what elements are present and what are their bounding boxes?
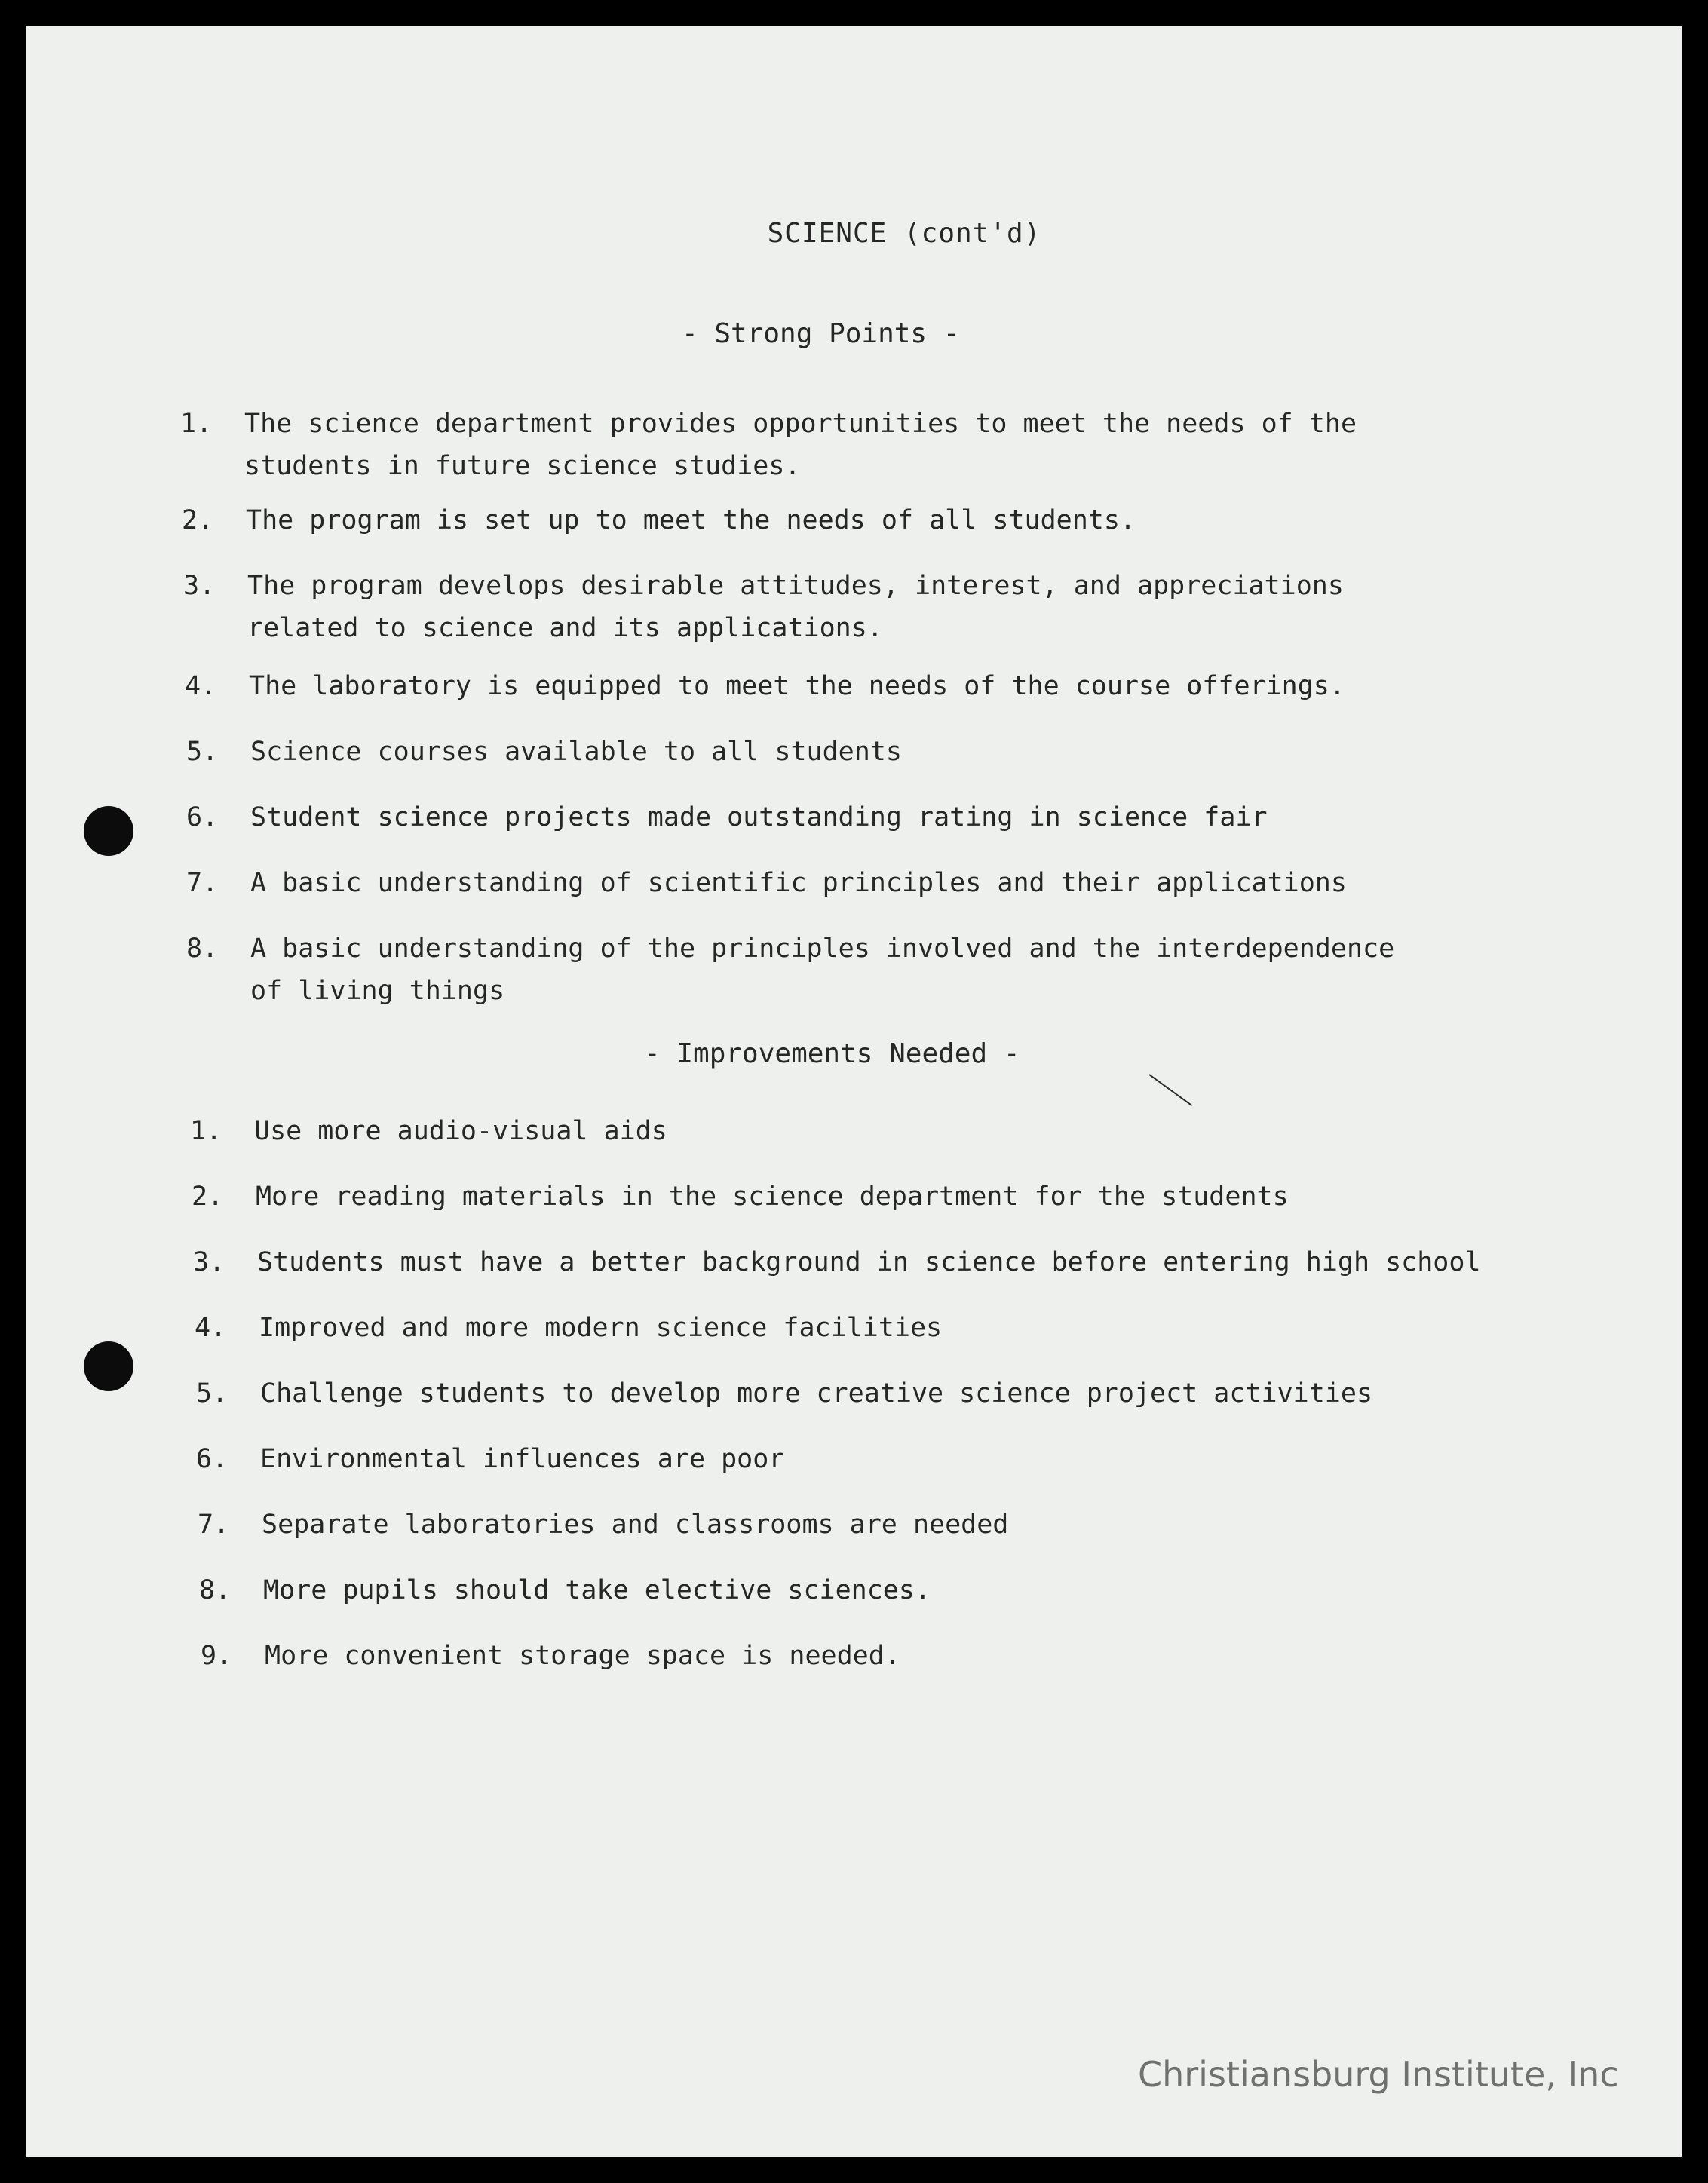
item-line: Challenge students to develop more creative science project activities bbox=[260, 1378, 1373, 1409]
item-line: Improved and more modern science facilities bbox=[259, 1313, 943, 1343]
item-text bbox=[247, 565, 1344, 649]
item-text bbox=[262, 1504, 1008, 1546]
item-number: 8. bbox=[199, 1575, 232, 1605]
item-text bbox=[259, 1307, 942, 1349]
item-line: students in future science studies. bbox=[244, 451, 801, 481]
punch-hole-bottom bbox=[84, 1341, 133, 1391]
item-number: 4. bbox=[185, 671, 217, 701]
item-text bbox=[257, 1241, 1481, 1283]
item-line: The program develops desirable attitudes, interest, and appreciations bbox=[247, 571, 1344, 601]
item-number: 5. bbox=[196, 1378, 228, 1409]
item-text bbox=[254, 1110, 667, 1152]
item-line: More pupils should take elective sciences. bbox=[263, 1575, 931, 1605]
item-number: 1. bbox=[190, 1116, 222, 1146]
item-number: 6. bbox=[196, 1444, 228, 1474]
item-line: Environmental influences are poor bbox=[260, 1444, 785, 1474]
item-line: The laboratory is equipped to meet the needs of the course offerings. bbox=[249, 671, 1345, 701]
item-line: Science courses available to all students bbox=[250, 737, 902, 767]
item-line: A basic understanding of scientific principles and their applications bbox=[250, 868, 1347, 898]
item-number: 1. bbox=[180, 409, 213, 439]
item-text bbox=[250, 731, 902, 773]
item-line: related to science and its applications. bbox=[247, 613, 883, 643]
item-text bbox=[265, 1635, 900, 1677]
item-number: 3. bbox=[193, 1247, 225, 1277]
item-number: 7. bbox=[186, 868, 219, 898]
item-number: 6. bbox=[186, 802, 219, 832]
item-number: 4. bbox=[195, 1313, 227, 1343]
item-line: of living things bbox=[250, 976, 505, 1006]
page-title: SCIENCE (cont'd) bbox=[767, 218, 1041, 249]
item-text bbox=[250, 862, 1347, 904]
item-line: Use more audio-visual aids bbox=[254, 1116, 667, 1146]
item-number: 9. bbox=[201, 1641, 233, 1671]
item-line: Student science projects made outstanding rating in science fair bbox=[250, 802, 1268, 832]
item-text bbox=[260, 1438, 784, 1480]
item-number: 8. bbox=[186, 934, 219, 964]
item-text bbox=[256, 1176, 1289, 1218]
item-line: The science department provides opportunities to meet the needs of the bbox=[244, 409, 1357, 439]
item-line: More reading materials in the science department for the students bbox=[256, 1182, 1289, 1212]
item-line: The program is set up to meet the needs of all students. bbox=[246, 505, 1136, 535]
punch-hole-top bbox=[84, 806, 133, 856]
item-number: 2. bbox=[182, 505, 214, 535]
archive-watermark: Christiansburg Institute, Inc bbox=[1138, 2054, 1619, 2095]
stray-pen-mark bbox=[1148, 1074, 1192, 1106]
item-number: 3. bbox=[183, 571, 216, 601]
strong-points-heading: - Strong Points - bbox=[682, 318, 960, 349]
item-number: 2. bbox=[192, 1182, 224, 1212]
item-text bbox=[260, 1372, 1372, 1415]
item-text bbox=[246, 499, 1136, 541]
item-text bbox=[250, 927, 1394, 1012]
item-line: A basic understanding of the principles involved and the interdependence bbox=[250, 934, 1395, 964]
item-text bbox=[263, 1569, 931, 1611]
document-page bbox=[26, 26, 1682, 2157]
item-text bbox=[250, 796, 1268, 839]
item-text bbox=[244, 403, 1357, 487]
item-line: More convenient storage space is needed. bbox=[265, 1641, 900, 1671]
item-line: Students must have a better background in science before entering high school bbox=[257, 1247, 1481, 1277]
improvements-needed-heading: - Improvements Needed - bbox=[644, 1038, 1020, 1069]
item-text bbox=[249, 665, 1345, 707]
item-number: 7. bbox=[198, 1510, 230, 1540]
item-line: Separate laboratories and classrooms are needed bbox=[262, 1510, 1009, 1540]
item-number: 5. bbox=[186, 737, 219, 767]
